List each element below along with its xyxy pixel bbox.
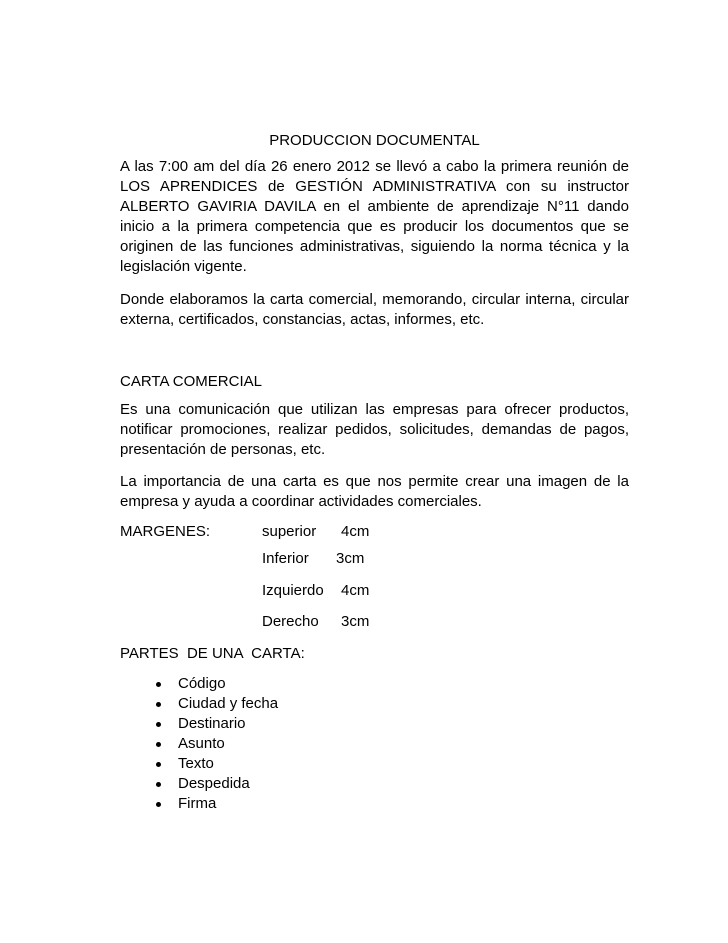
- bullet-icon: [156, 802, 161, 807]
- bullet-icon: [156, 702, 161, 707]
- list-item: [120, 714, 278, 734]
- parts-heading: PARTES DE UNA CARTA:: [120, 645, 305, 662]
- intro-paragraph: A las 7:00 am del día 26 enero 2012 se llevó a cabo la primera reunión de LOS APRENDICES de GESTIÓN ADMINISTRATIVA con su instructor ALBERTO GAVIRIA DAVILA en el ambiente de aprendizaje N°11 dando inicio a la primera competencia que es producir los documentos que se originen de las funciones administrativas, siguiendo la norma técnica y la legislación vigente.: [120, 158, 629, 275]
- margin-name: superior: [262, 523, 317, 540]
- list-item: [120, 674, 278, 694]
- list-item: [120, 794, 278, 814]
- list-item-label: Destinario: [178, 715, 246, 732]
- margin-row-inferior: [120, 549, 629, 569]
- document-title: PRODUCCION DOCUMENTAL: [269, 132, 480, 149]
- margin-value: 3cm: [341, 613, 370, 630]
- documents-paragraph: Donde elaboramos la carta comercial, memorando, circular interna, circular externa, certificados, constancias, actas, informes, etc.: [120, 291, 629, 328]
- list-item-label: Despedida: [178, 775, 250, 792]
- definition-paragraph: Es una comunicación que utilizan las empresas para ofrecer productos, notificar promociones, realizar pedidos, solicitudes, demandas de pagos, presentación de personas, etc.: [120, 401, 629, 458]
- list-item: [120, 734, 278, 754]
- margin-row-derecho: [120, 612, 629, 632]
- importance-paragraph: La importancia de una carta es que nos permite crear una imagen de la empresa y ayuda a coordinar actividades comerciales.: [120, 473, 629, 510]
- list-item: [120, 694, 278, 714]
- bullet-icon: [156, 782, 161, 787]
- bullet-icon: [156, 762, 161, 767]
- list-item-label: Código: [178, 675, 226, 692]
- margin-row-izquierdo: [120, 581, 629, 601]
- margins-label: MARGENES:: [120, 523, 211, 540]
- bullet-icon: [156, 722, 161, 727]
- margin-name: Derecho: [262, 613, 319, 630]
- list-item-label: Texto: [178, 755, 214, 772]
- margin-value: 4cm: [341, 523, 370, 540]
- list-item-label: Firma: [178, 795, 217, 812]
- list-item: [120, 754, 278, 774]
- margin-name: Inferior: [262, 550, 309, 567]
- parts-list: [120, 674, 278, 814]
- list-item: [120, 774, 278, 794]
- bullet-icon: [156, 742, 161, 747]
- list-item-label: Asunto: [178, 735, 225, 752]
- margin-value: 4cm: [341, 582, 370, 599]
- bullet-icon: [156, 682, 161, 687]
- margin-name: Izquierdo: [262, 582, 324, 599]
- list-item-label: Ciudad y fecha: [178, 695, 279, 712]
- margin-row-superior: [120, 522, 629, 542]
- section-heading-carta-comercial: CARTA COMERCIAL: [120, 373, 262, 390]
- margin-value: 3cm: [336, 550, 365, 567]
